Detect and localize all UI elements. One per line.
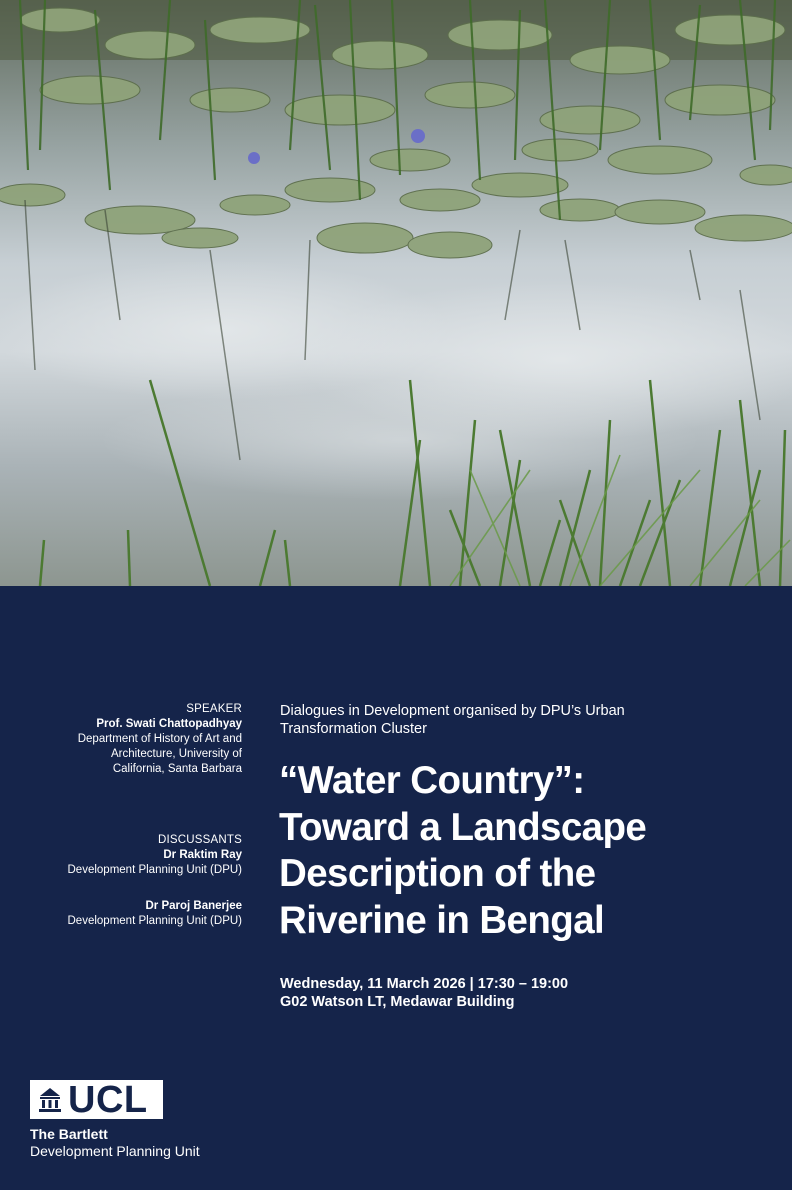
event-title: [279, 758, 749, 944]
institution-name: The Bartlett: [30, 1126, 108, 1142]
discussant-affiliation: Development Planning Unit (DPU): [67, 864, 242, 876]
series-line: Dialogues in Development organised by DPU’s Urban: [280, 703, 625, 719]
title-line: Toward a Landscape: [279, 805, 647, 849]
series-line: Transformation Cluster: [280, 721, 427, 737]
speaker-label: SPEAKER: [186, 703, 242, 715]
discussant-name: Dr Raktim Ray: [163, 849, 242, 861]
event-datetime: Wednesday, 11 March 2026 | 17:30 – 19:00: [280, 976, 569, 992]
title-line: Riverine in Bengal: [279, 898, 605, 942]
discussant-block: [40, 899, 242, 929]
speaker-name: Prof. Swati Chattopadhyay: [96, 718, 242, 730]
event-series: [280, 702, 700, 738]
speaker-affiliation-line: Architecture, University of: [110, 748, 242, 760]
pond-lily-pads-photo-icon: [0, 0, 792, 586]
department-name: [30, 1126, 200, 1160]
people-column: [40, 702, 242, 927]
discussants-label: DISCUSSANTS: [158, 834, 242, 846]
speaker-block: [40, 702, 242, 777]
portico-icon: [36, 1086, 64, 1113]
title-line: Description of the: [279, 852, 596, 895]
event-info-panel: [0, 586, 792, 1190]
pond-photo: [0, 0, 792, 586]
discussant-affiliation: Development Planning Unit (DPU): [67, 915, 242, 927]
discussants-block: [40, 833, 242, 878]
ucl-logo: [30, 1080, 163, 1119]
event-when-where: [280, 975, 700, 1011]
logo-text: UCL: [68, 1079, 148, 1121]
unit-name: Development Planning Unit: [30, 1143, 200, 1159]
speaker-affiliation-line: California, Santa Barbara: [112, 763, 242, 775]
discussant-name: Dr Paroj Banerjee: [145, 900, 242, 912]
speaker-affiliation-line: Department of History of Art and: [77, 733, 242, 745]
event-venue: G02 Watson LT, Medawar Building: [280, 994, 515, 1010]
title-line: “Water Country”:: [279, 759, 585, 802]
